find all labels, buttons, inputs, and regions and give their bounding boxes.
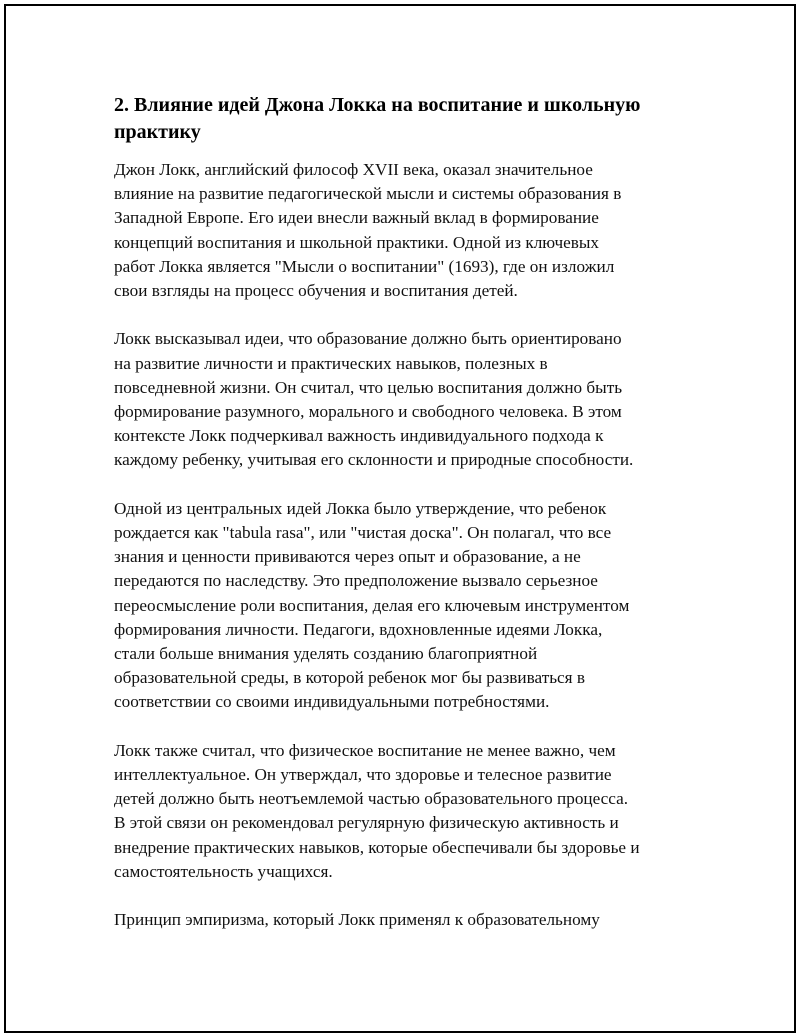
paragraph-line: Принцип эмпиризма, который Локк применял к образовательному — [114, 910, 600, 930]
paragraph-line: соответствии со своими индивидуальными потребностями. — [114, 692, 550, 712]
paragraph-line: влияние на развитие педагогической мысли и системы образования в — [114, 184, 622, 204]
paragraph-line: образовательной среды, в которой ребенок мог бы развиваться в — [114, 668, 585, 688]
paragraph-line: интеллектуальное. Он утверждал, что здоровье и телесное развитие — [114, 765, 612, 785]
paragraph — [114, 327, 714, 472]
paragraph-line: формирование разумного, морального и свободного человека. В этом — [114, 402, 622, 422]
paragraph-line: повседневной жизни. Он считал, что целью воспитания должно быть — [114, 377, 623, 397]
paragraph-list — [114, 158, 714, 932]
paragraph-line: на развитие личности и практических навыков, полезных в — [114, 353, 548, 373]
paragraph-line: Локк также считал, что физическое воспитание не менее важно, чем — [114, 740, 616, 760]
paragraph-line: концепций воспитания и школьной практики. Одной из ключевых — [114, 232, 599, 252]
paragraph-line: переосмысление роли воспитания, делая его ключевым инструментом — [114, 595, 630, 615]
document-body — [114, 92, 714, 957]
paragraph-line: самостоятельность учащихся. — [114, 861, 333, 881]
section-heading — [114, 92, 714, 146]
paragraph-line: знания и ценности прививаются через опыт и образование, а не — [114, 547, 581, 567]
paragraph-line: Одной из центральных идей Локка было утверждение, что ребенок — [114, 498, 607, 518]
paragraph-line: Джон Локк, английский философ XVII века, оказал значительное — [114, 160, 593, 179]
paragraph-line: передаются по наследству. Это предположение вызвало серьезное — [114, 571, 598, 591]
paragraph-line: Западной Европе. Его идеи внесли важный вклад в формирование — [114, 208, 599, 228]
paragraph-line: работ Локка является "Мысли о воспитании" (1693), где он изложил — [114, 256, 615, 276]
paragraph-line: стали больше внимания уделять созданию благоприятной — [114, 644, 538, 664]
paragraph — [114, 739, 714, 884]
heading-line: практику — [114, 121, 201, 143]
paragraph-line: формирования личности. Педагоги, вдохновленные идеями Локка, — [114, 619, 603, 639]
paragraph-line: каждому ребенку, учитывая его склонности и природные способности. — [114, 450, 634, 470]
paragraph-line: свои взгляды на процесс обучения и воспитания детей. — [114, 281, 518, 301]
paragraph — [114, 497, 714, 715]
paragraph-line: детей должно быть неотъемлемой частью образовательного процесса. — [114, 789, 629, 809]
paragraph-line: В этой связи он рекомендовал регулярную физическую активность и — [114, 813, 619, 833]
paragraph-line: рождается как "tabula rasa", или "чистая доска". Он полагал, что все — [114, 523, 612, 543]
paragraph — [114, 158, 714, 303]
paragraph-line: внедрение практических навыков, которые обеспечивали бы здоровье и — [114, 837, 640, 857]
paragraph-line: Локк высказывал идеи, что образование должно быть ориентировано — [114, 329, 622, 349]
heading-line: 2. Влияние идей Джона Локка на воспитание и школьную — [114, 94, 641, 116]
paragraph — [114, 908, 714, 932]
paragraph-line: контексте Локк подчеркивал важность индивидуального подхода к — [114, 426, 604, 446]
